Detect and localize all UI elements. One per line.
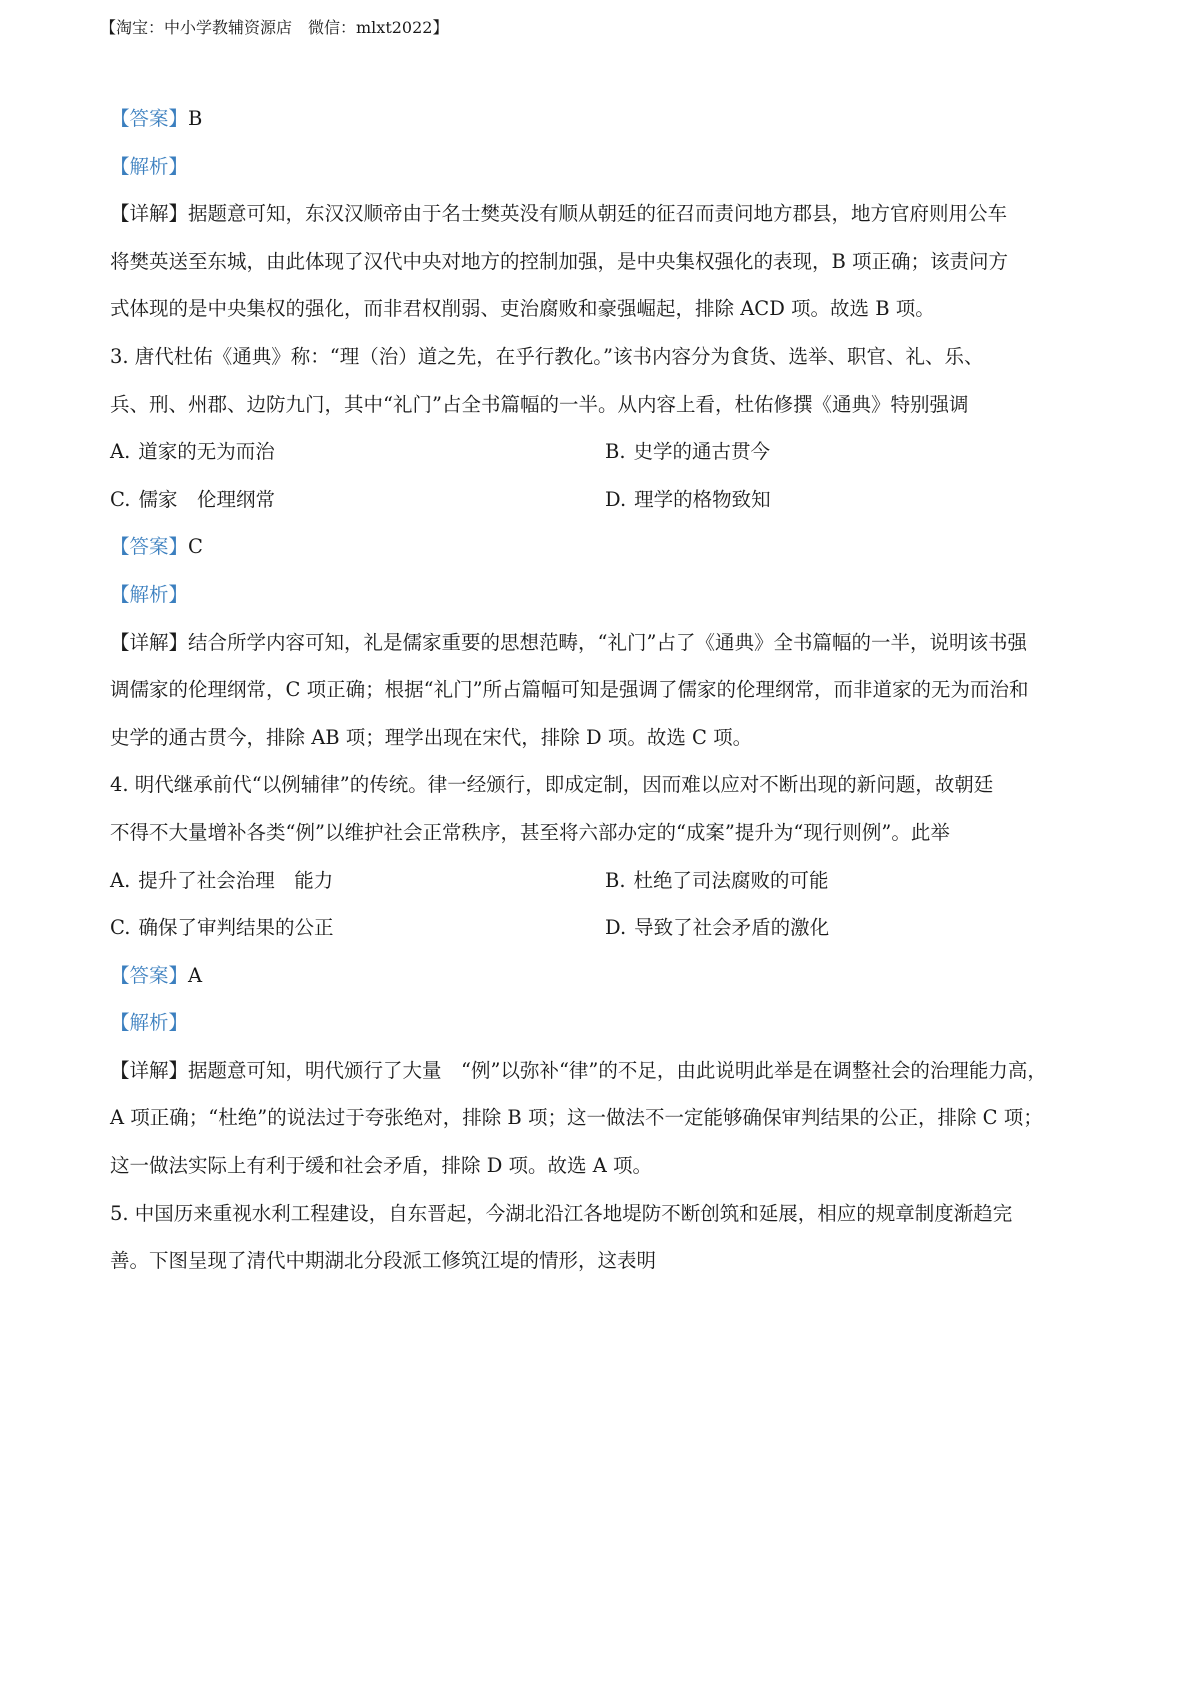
q3-stem-line: 兵、刑、州郡、边防九门，其中“礼门”占全书篇幅的一半。从内容上看，杜佑修撰《通典》特别强调 [110,392,969,416]
q4-stem [110,761,1105,856]
document-body [110,95,1105,1285]
q4-answer-value: A [188,963,203,987]
detail-label: 【详解】 [110,630,189,654]
q2-analysis [110,143,1105,191]
q3-answer [110,523,1105,571]
q4-option-a: A. 提升了社会治理 能力 [110,868,334,892]
q3-option-b: B. 史学的通古贯今 [605,440,771,464]
detail-label: 【详解】 [110,202,189,226]
q3-option-a: A. 道家的无为而治 [110,440,275,464]
q4-options-row [110,904,1105,952]
q4-option-d: D. 导致了社会矛盾的激化 [605,916,830,940]
q4-answer [110,952,1105,1000]
analysis-label: 【解析】 [110,154,189,178]
q4-detail-line: 这一做法实际上有利于缓和社会矛盾，排除 D 项。故选 A 项。 [110,1154,653,1178]
q3-detail-line: 【详解】结合所学内容可知，礼是儒家重要的思想范畴，“礼门”占了《通典》全书篇幅的一半，说明该书强 [110,630,1027,654]
q3-answer-value: C [188,535,203,559]
q4-option-b: B. 杜绝了司法腐败的可能 [605,868,829,892]
q4-analysis [110,999,1105,1047]
q2-answer [110,95,1105,143]
analysis-label: 【解析】 [110,582,189,606]
q2-detail-line: 【详解】据题意可知，东汉汉顺帝由于名士樊英没有顺从朝廷的征召而责问地方郡县，地方官府则用公车 [110,202,1008,226]
q3-detail [110,619,1105,762]
answer-label: 【答案】 [110,535,189,559]
q5-stem [110,1190,1105,1285]
q4-stem-line: 4. 明代继承前代“以例辅律”的传统。律一经颁行，即成定制，因而难以应对不断出现的新问题，故朝廷 [110,773,994,797]
q3-detail-line: 史学的通古贯今，排除 AB 项；理学出现在宋代，排除 D 项。故选 C 项。 [110,725,753,749]
q3-option-c: C. 儒家 伦理纲常 [110,487,275,511]
answer-label: 【答案】 [110,107,189,130]
q3-option-d: D. 理学的格物致知 [605,487,771,511]
answer-label: 【答案】 [110,963,189,987]
q5-stem-line: 5. 中国历来重视水利工程建设，自东晋起，今湖北沿江各地堤防不断创筑和延展，相应的规章制度渐趋完 [110,1201,1013,1225]
detail-label: 【详解】 [110,1058,189,1082]
q4-stem-line: 不得不大量增补各类“例”以维护社会正常秩序，甚至将六部办定的“成案”提升为“现行则例”。此举 [110,820,950,844]
q5-stem-line: 善。下图呈现了清代中期湖北分段派工修筑江堤的情形，这表明 [110,1249,657,1273]
q4-detail-line: A 项正确；“杜绝”的说法过于夸张绝对，排除 B 项；这一做法不一定能够确保审判结果的公正，排除 C 项； [110,1106,1043,1130]
q4-option-c: C. 确保了审判结果的公正 [110,916,334,940]
analysis-label: 【解析】 [110,1011,189,1035]
q4-options-row [110,857,1105,905]
q2-answer-value: B [188,107,203,130]
page-header-watermark: 【淘宝：中小学教辅资源店 微信：mlxt2022】 [100,18,449,37]
q2-detail-line: 式体现的是中央集权的强化，而非君权削弱、吏治腐败和豪强崛起，排除 ACD 项。故选 B 项。 [110,297,935,321]
q3-stem [110,333,1105,428]
q3-options-row [110,428,1105,476]
q3-stem-line: 3. 唐代杜佑《通典》称：“理（治）道之先，在乎行教化。”该书内容分为食货、选举、职官、礼、乐、 [110,344,984,368]
q3-detail-line: 调儒家的伦理纲常，C 项正确；根据“礼门”所占篇幅可知是强调了儒家的伦理纲常，而非道家的无为而治和 [110,678,1029,702]
q3-analysis [110,571,1105,619]
q4-detail [110,1047,1105,1190]
q3-options-row [110,476,1105,524]
q2-detail-line: 将樊英送至东城，由此体现了汉代中央对地方的控制加强，是中央集权强化的表现，B 项正确；该责问方 [110,249,1009,273]
q4-detail-line: 【详解】据题意可知，明代颁行了大量 “例”以弥补“律”的不足，由此说明此举是在调整社会的治理能力高， [110,1058,1047,1082]
q2-detail [110,190,1105,333]
